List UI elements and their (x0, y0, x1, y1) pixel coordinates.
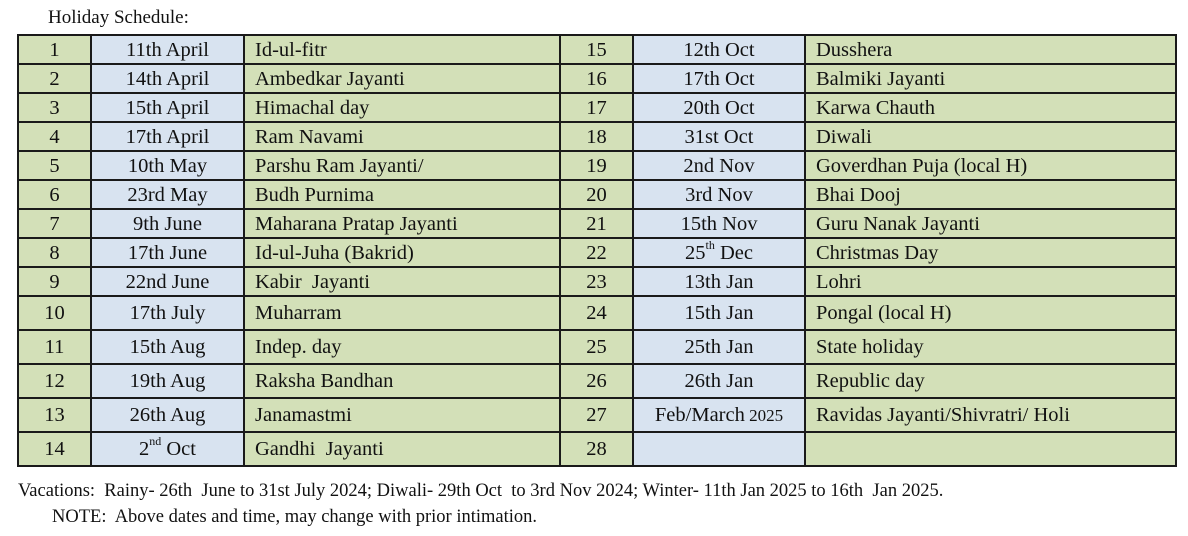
holiday-date: 17th April (91, 122, 244, 151)
holiday-date: 17th Oct (633, 64, 805, 93)
holiday-name: State holiday (805, 330, 1176, 364)
holiday-date: 31st Oct (633, 122, 805, 151)
holiday-number: 28 (560, 432, 633, 466)
holiday-table (17, 34, 1177, 467)
holiday-number: 24 (560, 296, 633, 330)
holiday-number: 25 (560, 330, 633, 364)
holiday-date: 22nd June (91, 267, 244, 296)
holiday-number: 1 (18, 35, 91, 64)
holiday-name (805, 432, 1176, 466)
holiday-number: 27 (560, 398, 633, 432)
holiday-date: 19th Aug (91, 364, 244, 398)
table-row (18, 35, 1176, 64)
holiday-number: 23 (560, 267, 633, 296)
holiday-number: 21 (560, 209, 633, 238)
holiday-date: 11th April (91, 35, 244, 64)
holiday-name: Guru Nanak Jayanti (805, 209, 1176, 238)
holiday-name: Goverdhan Puja (local H) (805, 151, 1176, 180)
holiday-name: Republic day (805, 364, 1176, 398)
holiday-name: Balmiki Jayanti (805, 64, 1176, 93)
holiday-date (633, 432, 805, 466)
holiday-date: 25th Jan (633, 330, 805, 364)
holiday-name: Diwali (805, 122, 1176, 151)
date-day: 25 (685, 241, 706, 264)
holiday-number: 8 (18, 238, 91, 267)
date-month: Oct (161, 438, 196, 460)
holiday-name: Id-ul-fitr (244, 35, 560, 64)
date-ordinal-suffix: th (705, 238, 715, 252)
table-row (18, 432, 1176, 466)
holiday-date: 17th June (91, 238, 244, 267)
holiday-number: 9 (18, 267, 91, 296)
holiday-name: Id-ul-Juha (Bakrid) (244, 238, 560, 267)
holiday-date: 12th Oct (633, 35, 805, 64)
holiday-date: 9th June (91, 209, 244, 238)
holiday-number: 26 (560, 364, 633, 398)
holiday-date (91, 432, 244, 466)
holiday-date: 15th Aug (91, 330, 244, 364)
holiday-name: Himachal day (244, 93, 560, 122)
holiday-date: 17th July (91, 296, 244, 330)
holiday-number: 22 (560, 238, 633, 267)
table-row (18, 64, 1176, 93)
holiday-date: 26th Aug (91, 398, 244, 432)
table-row (18, 93, 1176, 122)
holiday-date: 15th Nov (633, 209, 805, 238)
holiday-number: 4 (18, 122, 91, 151)
holiday-number: 12 (18, 364, 91, 398)
table-row (18, 180, 1176, 209)
holiday-number: 3 (18, 93, 91, 122)
table-row (18, 296, 1176, 330)
holiday-number: 2 (18, 64, 91, 93)
table-row (18, 209, 1176, 238)
holiday-name: Muharram (244, 296, 560, 330)
holiday-name: Karwa Chauth (805, 93, 1176, 122)
holiday-date: 13th Jan (633, 267, 805, 296)
holiday-date: 3rd Nov (633, 180, 805, 209)
holiday-number: 16 (560, 64, 633, 93)
holiday-number: 14 (18, 432, 91, 466)
holiday-name: Ravidas Jayanti/Shivratri/ Holi (805, 398, 1176, 432)
holiday-date: 15th April (91, 93, 244, 122)
holiday-number: 10 (18, 296, 91, 330)
holiday-date: 10th May (91, 151, 244, 180)
date-ordinal-suffix: nd (149, 434, 162, 449)
table-row (18, 151, 1176, 180)
holiday-number: 17 (560, 93, 633, 122)
date-day: 2 (139, 438, 150, 460)
holiday-name: Christmas Day (805, 238, 1176, 267)
holiday-name: Dusshera (805, 35, 1176, 64)
date-year: 2025 (744, 405, 784, 425)
holiday-name: Pongal (local H) (805, 296, 1176, 330)
holiday-name: Parshu Ram Jayanti/ (244, 151, 560, 180)
holiday-date (633, 398, 805, 432)
holiday-date: 20th Oct (633, 93, 805, 122)
schedule-title: Holiday Schedule: (48, 7, 189, 28)
table-row (18, 364, 1176, 398)
holiday-number: 5 (18, 151, 91, 180)
holiday-name: Indep. day (244, 330, 560, 364)
holiday-name: Gandhi Jayanti (244, 432, 560, 466)
table-row (18, 122, 1176, 151)
table-row (18, 398, 1176, 432)
holiday-date: 14th April (91, 64, 244, 93)
table-row (18, 267, 1176, 296)
holiday-date (633, 238, 805, 267)
holiday-number: 20 (560, 180, 633, 209)
table-row (18, 238, 1176, 267)
holiday-number: 7 (18, 209, 91, 238)
holiday-number: 19 (560, 151, 633, 180)
holiday-date: 2nd Nov (633, 151, 805, 180)
holiday-date: 23rd May (91, 180, 244, 209)
holiday-name: Budh Purnima (244, 180, 560, 209)
holiday-number: 13 (18, 398, 91, 432)
holiday-name: Raksha Bandhan (244, 364, 560, 398)
holiday-date: 26th Jan (633, 364, 805, 398)
holiday-number: 6 (18, 180, 91, 209)
holiday-name: Kabir Jayanti (244, 267, 560, 296)
holiday-name: Maharana Pratap Jayanti (244, 209, 560, 238)
table-row (18, 330, 1176, 364)
holiday-date: 15th Jan (633, 296, 805, 330)
holiday-name: Ambedkar Jayanti (244, 64, 560, 93)
holiday-name: Lohri (805, 267, 1176, 296)
holiday-name: Ram Navami (244, 122, 560, 151)
holiday-number: 18 (560, 122, 633, 151)
holiday-name: Janamastmi (244, 398, 560, 432)
date-month: Feb/March (654, 403, 745, 426)
date-month: Dec (714, 241, 753, 264)
holiday-number: 15 (560, 35, 633, 64)
disclaimer-note: NOTE: Above dates and time, may change with prior intimation. (52, 507, 538, 527)
holiday-name: Bhai Dooj (805, 180, 1176, 209)
holiday-number: 11 (18, 330, 91, 364)
vacations-note: Vacations: Rainy- 26th June to 31st July 2024; Diwali- 29th Oct to 3rd Nov 2024; Winter- 11th Jan 2025 to 16th Jan 2025. (18, 481, 944, 501)
